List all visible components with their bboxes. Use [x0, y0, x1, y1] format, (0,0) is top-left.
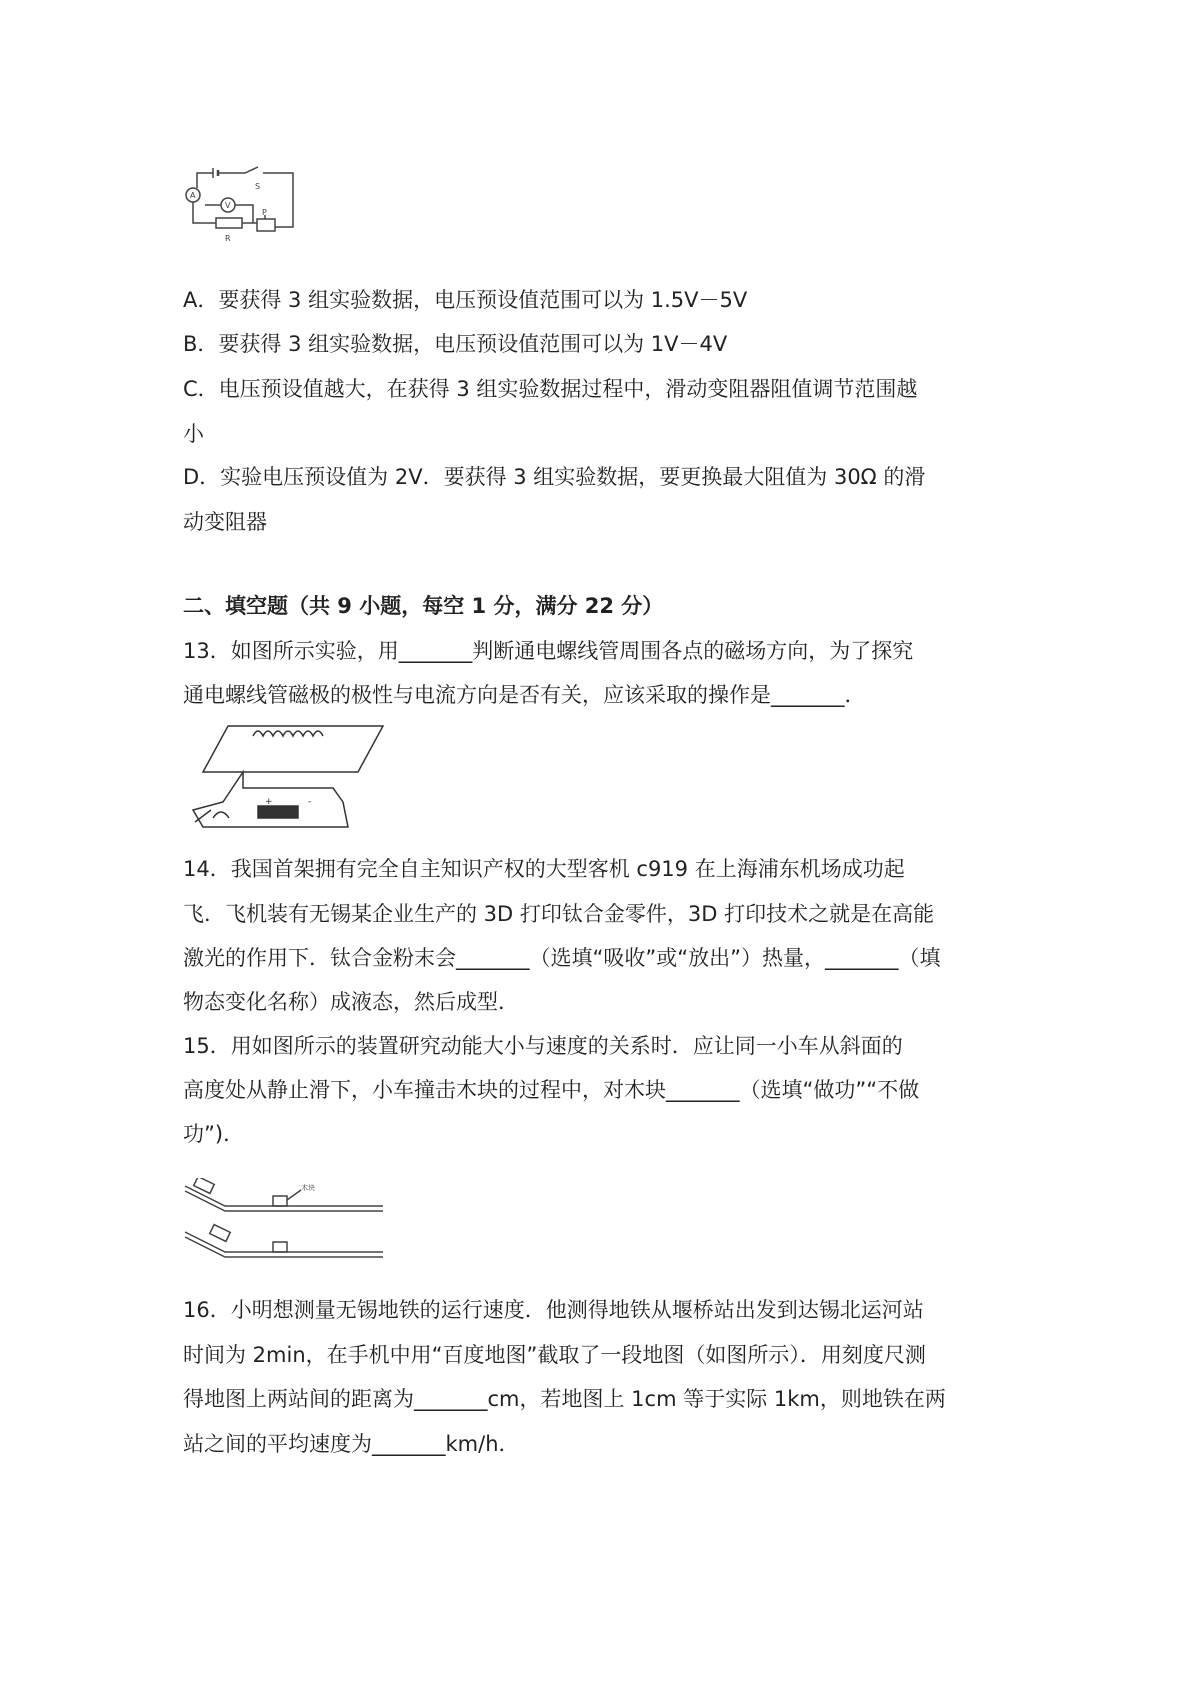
section-heading: 二、填空题（共 9 小题，每空 1 分，满分 22 分）	[183, 594, 664, 618]
q14-line-2: 飞．飞机装有无锡某企业生产的 3D 打印钛合金零件，3D 打印技术之就是在高能	[183, 902, 935, 926]
q13-line-2: 通电螺线管磁极的极性与电流方向是否有关，应该采取的操作是_______．	[183, 683, 866, 707]
block-label: 木块	[301, 1184, 315, 1192]
svg-text:+: +	[265, 797, 273, 807]
svg-text:-: -	[308, 797, 312, 807]
choice-c-line-2: 小	[183, 422, 204, 446]
ramp-figure	[183, 1178, 383, 1268]
voltmeter-label: V	[225, 201, 231, 210]
slider-label: P	[262, 208, 267, 217]
ammeter-label: A	[190, 191, 196, 200]
q16-line-2: 时间为 2min，在手机中用“百度地图”截取了一段地图（如图所示）．用刻度尺测	[183, 1343, 926, 1367]
choice-b: B．要获得 3 组实验数据，电压预设值范围可以为 1V－4V	[183, 332, 728, 356]
q14-line-1: 14．我国首架拥有完全自主知识产权的大型客机 c919 在上海浦东机场成功起	[183, 857, 905, 881]
q16-line-1: 16．小明想测量无锡地铁的运行速度．他测得地铁从堰桥站出发到达锡北运河站	[183, 1298, 924, 1322]
q14-line-4: 物态变化名称）成液态，然后成型．	[183, 990, 519, 1014]
choice-a: A．要获得 3 组实验数据，电压预设值范围可以为 1.5V－5V	[183, 288, 748, 312]
q16-line-3: 得地图上两站间的距离为_______cm，若地图上 1cm 等于实际 1km，则地铁在两	[183, 1387, 946, 1411]
switch-label: S	[255, 182, 261, 191]
resistor-label: R	[225, 234, 231, 243]
q14-line-3: 激光的作用下．钛合金粉末会_______（选填“吸收”或“放出”）热量，_______（填	[183, 946, 941, 970]
q15-line-3: 功”)．	[183, 1122, 245, 1146]
solenoid-figure	[183, 722, 393, 832]
circuit-diagram	[183, 165, 308, 255]
choice-c-line-1: C．电压预设值越大，在获得 3 组实验数据过程中，滑动变阻器阻值调节范围越	[183, 377, 918, 401]
q16-line-4: 站之间的平均速度为_______km/h．	[183, 1432, 520, 1456]
q15-line-1: 15．用如图所示的装置研究动能大小与速度的关系时．应让同一小车从斜面的	[183, 1034, 903, 1058]
q13-line-1: 13．如图所示实验，用_______判断通电螺线管周围各点的磁场方向，为了探究	[183, 639, 914, 663]
q15-line-2: 高度处从静止滑下，小车撞击木块的过程中，对木块_______（选填“做功”“不做	[183, 1078, 920, 1102]
choice-d-line-2: 动变阻器	[183, 510, 267, 534]
choice-d-line-1: D．实验电压预设值为 2V．要获得 3 组实验数据，要更换最大阻值为 30Ω 的滑	[183, 465, 926, 489]
